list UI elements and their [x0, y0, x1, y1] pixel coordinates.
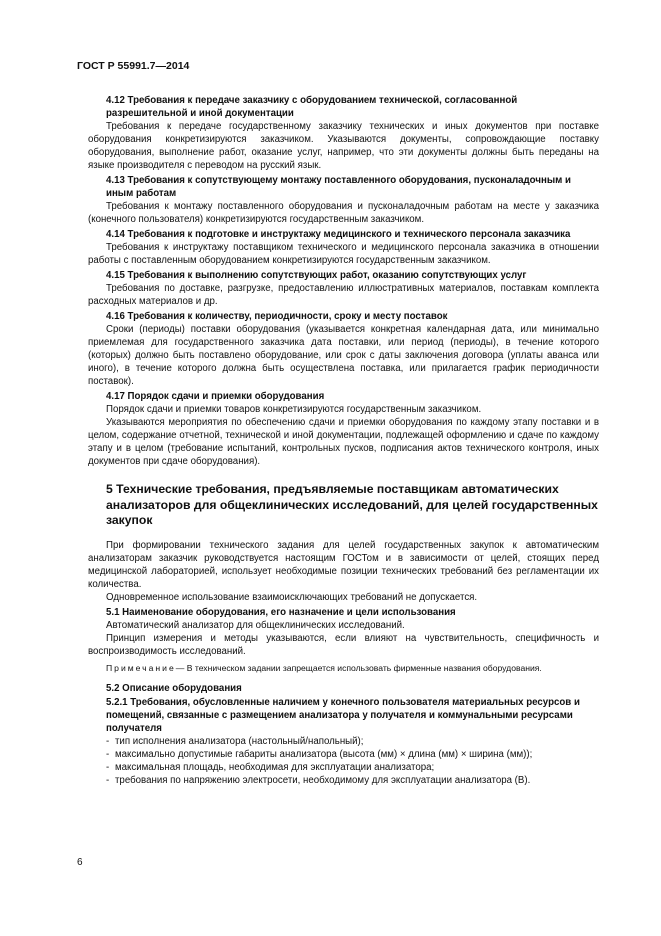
section-heading: 4.14 Требования к подготовке и инструктажу медицинского и технического персонала заказчика	[106, 229, 571, 240]
list-item-text: тип исполнения анализатора (настольный/напольный);	[115, 736, 364, 747]
paragraph: Порядок сдачи и приемки товаров конкретизируются государственным заказчиком.	[106, 404, 482, 415]
list-item	[88, 748, 599, 761]
section-heading: 4.17 Порядок сдачи и приемки оборудования	[106, 391, 325, 402]
section-heading: 5.2 Описание оборудования	[106, 683, 242, 694]
list-item-text: максимальная площадь, необходимая для эксплуатации анализатора;	[115, 762, 435, 773]
list-dash: -	[106, 749, 110, 760]
list-item-text: максимально допустимые габариты анализатора (высота (мм) × длина (мм) × ширина (мм));	[115, 749, 533, 760]
section-heading: 4.15 Требования к выполнению сопутствующих работ, оказанию сопутствующих услуг	[106, 270, 527, 281]
section-heading: 5.1 Наименование оборудования, его назначение и цели использования	[106, 606, 456, 618]
section-heading: 4.13 Требования к сопутствующему монтажу поставленного оборудования, пусконаладочным и иным работам	[106, 175, 571, 199]
chapter-heading: 5 Технические требования, предъявляемые поставщикам автоматических анализаторов для общеклинических исследований, для целей государственных закупок	[106, 482, 598, 527]
paragraph: При формировании технического задания для целей государственных закупок к автоматическим анализаторам заказчик руководствуется настоящим ГОСТом и в зависимости от целей, стоящих перед медицинской лабораторией, использует необходимые позиции технических требований без регламентации их количества.	[88, 539, 599, 590]
list-dash: -	[106, 762, 110, 773]
list-item	[88, 774, 599, 787]
paragraph: Сроки (периоды) поставки оборудования (указывается конкретная календарная дата, или минимально приемлемая для государственного заказчика дата поставки, или период (периоды), в течение которого (которых) должно быть поставлено оборудование, или срок с даты заключения договора (уплаты аванса или иного), в течение которого должна быть осуществлена поставка, или прилагается график периодичности поставок).	[88, 324, 599, 387]
standard-designation: ГОСТ Р 55991.7—2014	[77, 60, 190, 72]
paragraph: Одновременное использование взаимоисключающих требований не допускается.	[106, 591, 478, 603]
list-dash: -	[106, 775, 110, 786]
paragraph: Указываются мероприятия по обеспечению сдачи и приемки оборудования по каждому этапу поставки и в целом, содержание отчетной, технической и иной документации, подлежащей оформлению и сдаче по каждому этапу и в целом (требование испытаний, контрольных пусков, подписания актов технического контроля, иных документов при сдаче оборудования).	[88, 417, 599, 467]
list-dash: -	[106, 736, 110, 747]
paragraph: Требования по доставке, разгрузке, предоставлению иллюстративных материалов, поставкам комплекта расходных материалов и др.	[88, 283, 599, 307]
section-heading: 4.12 Требования к передаче заказчику с оборудованием технической, согласованной разрешительной и иной документации	[106, 95, 518, 119]
note-label: Примечание	[106, 662, 176, 673]
section-heading: 4.16 Требования к количеству, периодичности, сроку и месту поставок	[106, 311, 448, 322]
page-content	[88, 93, 599, 787]
paragraph: Автоматический анализатор для общеклинических исследований.	[106, 619, 405, 631]
paragraph: Требования к монтажу поставленного оборудования и пусконаладочным работам на месте у заказчика (конечного пользователя) конкретизируются государственным заказчиком.	[88, 201, 599, 225]
list-item-text: требования по напряжению электросети, необходимому для эксплуатации анализатора (В).	[115, 775, 531, 786]
paragraph: Требования к передаче государственному заказчику технических и иных документов при поставке оборудования конкретизируются заказчиком. Указываются документы, сопровождающие поставку оборудования, выполнение работ, оказание услуг, например, что эти документы должны быть переданы на языке производителя с переводом на русский язык.	[88, 121, 599, 171]
paragraph: Требования к инструктажу поставщиком технического и медицинского персонала заказчика в отношении работы с поставленным оборудованием конкретизируются государственным заказчиком.	[88, 242, 599, 266]
list-item	[88, 735, 599, 748]
section-heading: 5.2.1 Требования, обусловленные наличием у конечного пользователя материальных ресурсов и помещений, связанные с размещением анализатора у получателя и коммунальными ресурсами получателя	[106, 697, 580, 734]
paragraph: Принцип измерения и методы указываются, если влияют на чувствительность, специфичность и воспроизводимость исследований.	[88, 632, 599, 657]
note-text: — В техническом задании запрещается использовать фирменные названия оборудования.	[175, 662, 542, 673]
page-number: 6	[77, 857, 83, 868]
list-item	[88, 761, 599, 774]
note	[88, 663, 599, 675]
